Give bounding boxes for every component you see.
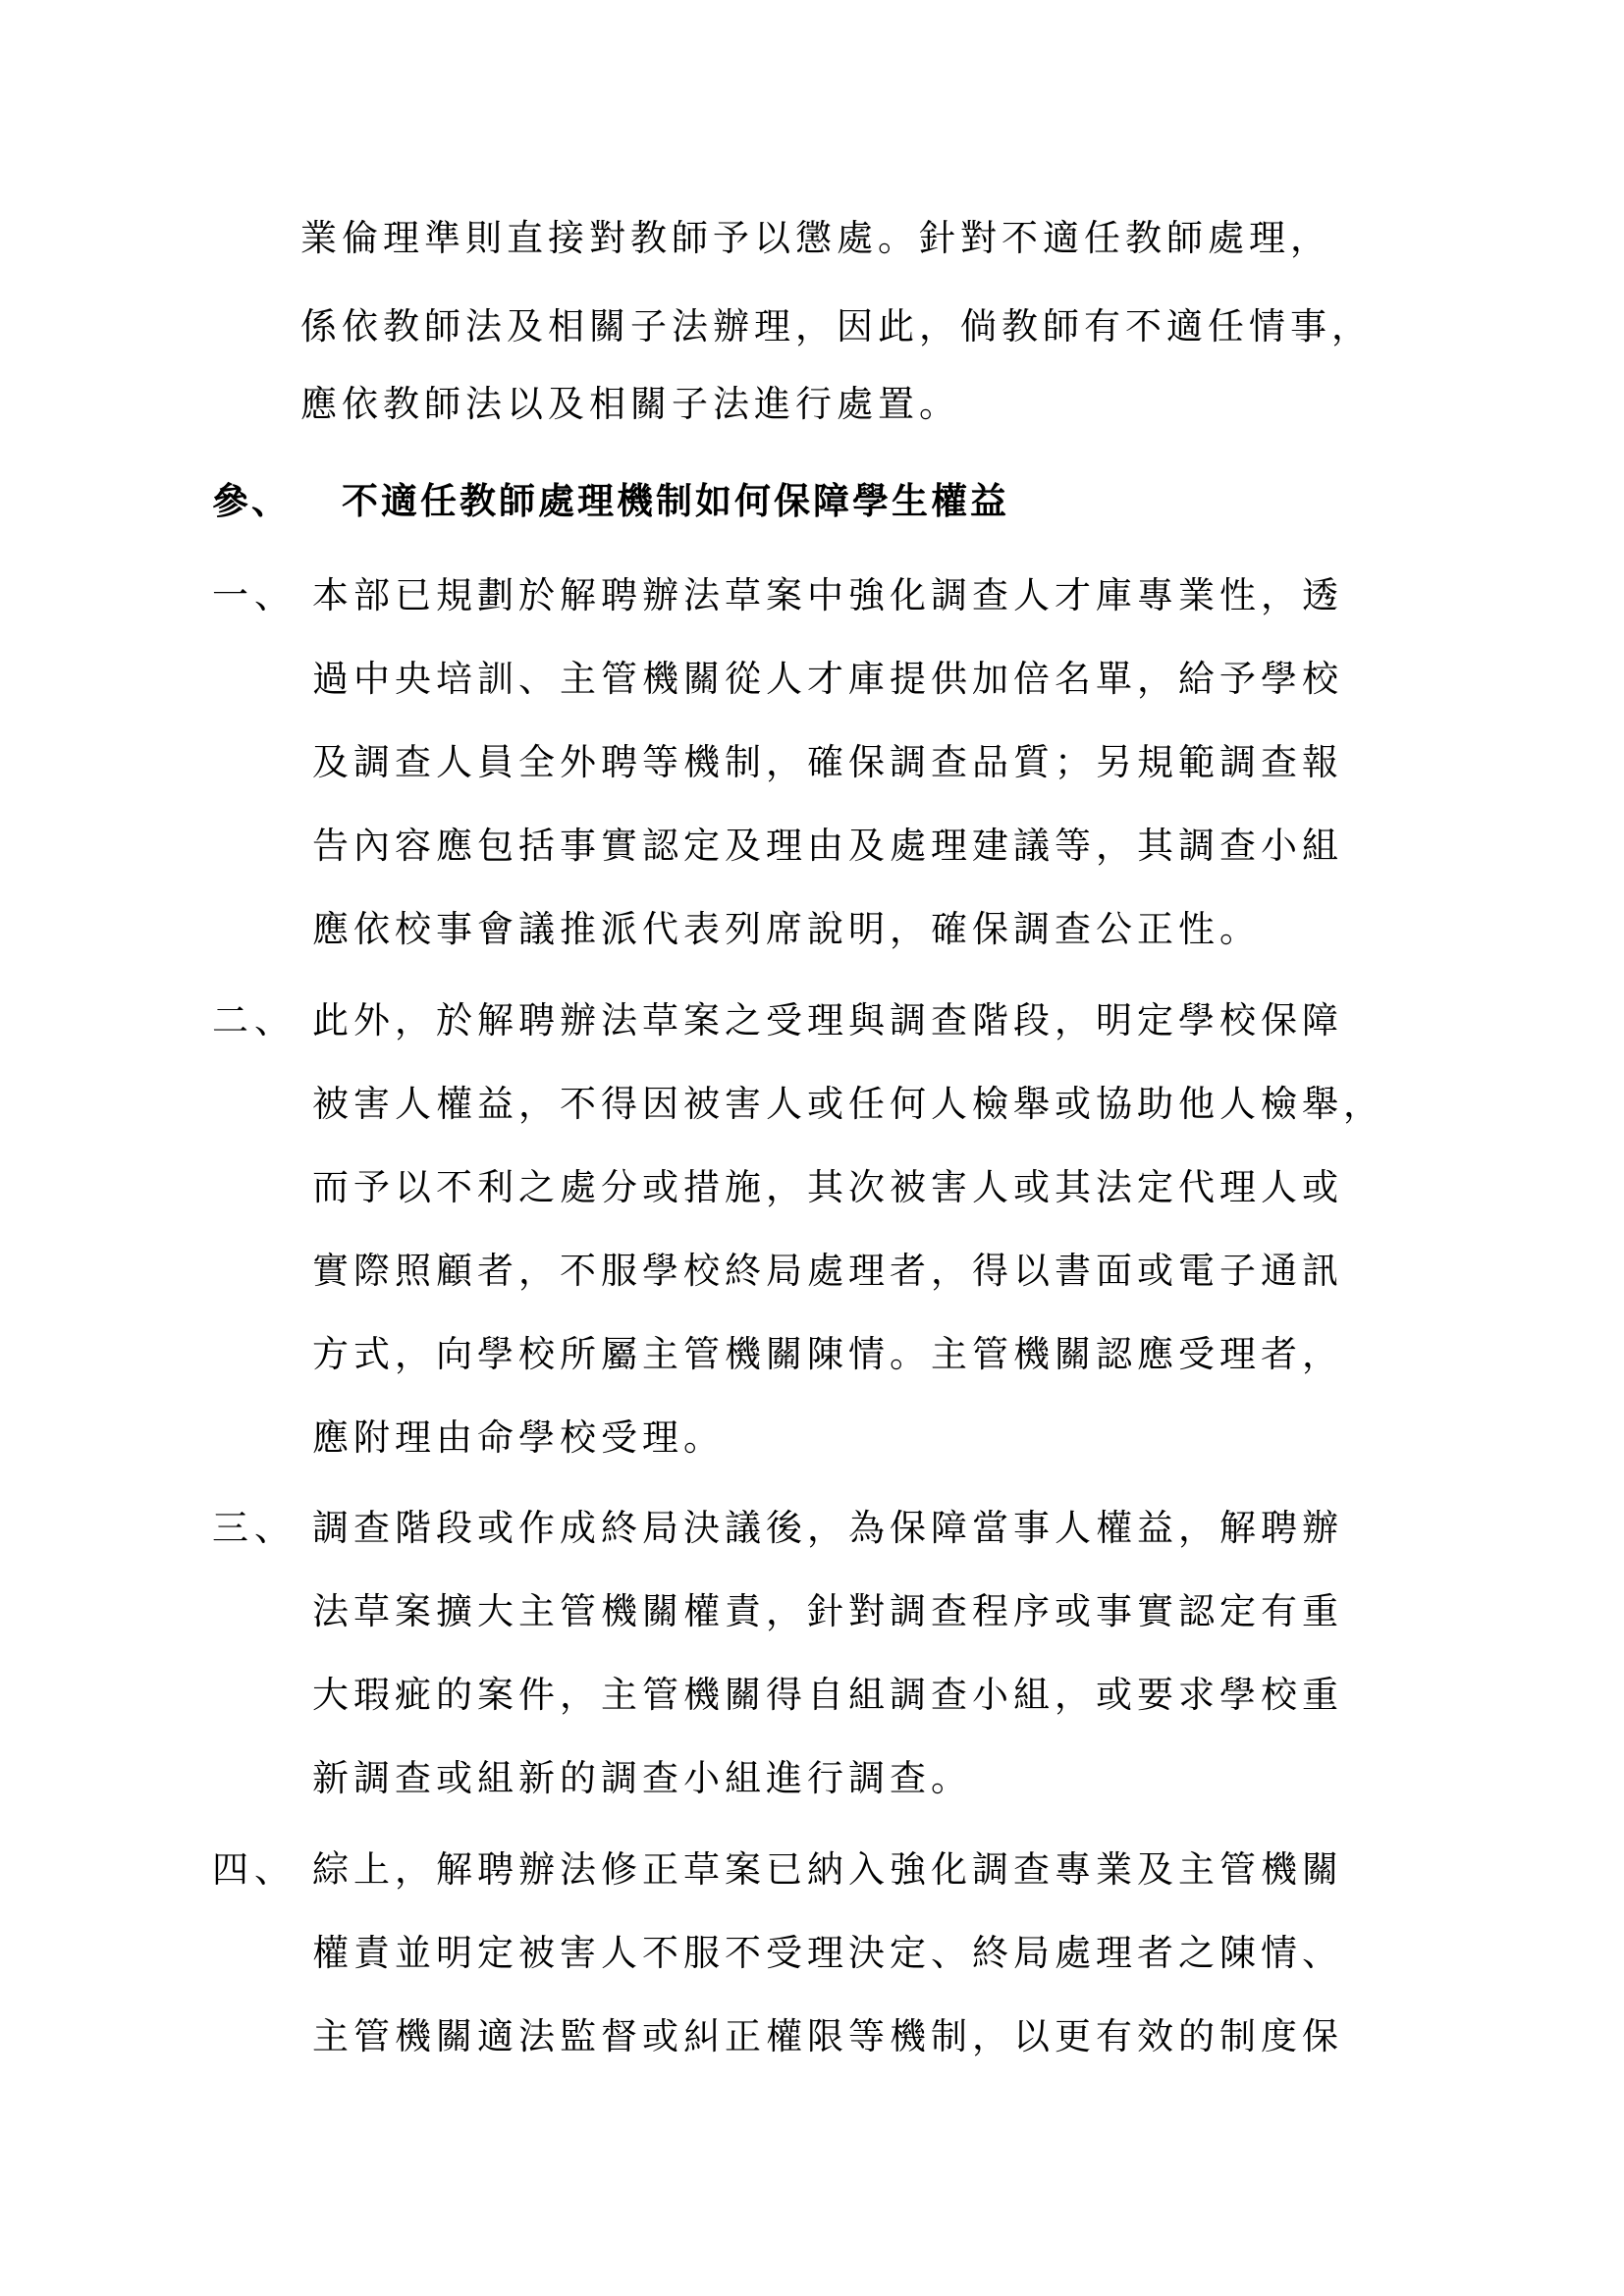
item-line: 而予以不利之處分或措施，其次被害人或其法定代理人或 xyxy=(312,1166,1343,1208)
item-line: 綜上，解聘辦法修正草案已納入強化調查專業及主管機關 xyxy=(312,1848,1343,1891)
item-line: 被害人權益，不得因被害人或任何人檢舉或協助他人檢舉， xyxy=(312,1083,1384,1125)
intro-line-3: 應依教師法以及相關子法進行處置。 xyxy=(300,383,960,425)
intro-line-2: 係依教師法及相關子法辦理，因此，倘教師有不適任情事， xyxy=(300,305,1373,347)
item-line: 主管機關適法監督或糾正權限等機制，以更有效的制度保 xyxy=(312,2015,1343,2057)
section-number: 參、 xyxy=(212,480,291,522)
item-line: 應附理由命學校受理。 xyxy=(312,1416,725,1459)
item-line: 本部已規劃於解聘辦法草案中強化調查人才庫專業性，透 xyxy=(312,574,1343,616)
item-marker: 一、 xyxy=(212,574,297,616)
item-line: 過中央培訓、主管機關從人才庫提供加倍名單，給予學校 xyxy=(312,658,1343,700)
item-line: 及調查人員全外聘等機制，確保調查品質；另規範調查報 xyxy=(312,741,1343,783)
item-line: 大瑕疵的案件，主管機關得自組調查小組，或要求學校重 xyxy=(312,1674,1343,1716)
item-line: 權責並明定被害人不服不受理決定、終局處理者之陳情、 xyxy=(312,1932,1343,1974)
section-title: 不適任教師處理機制如何保障學生權益 xyxy=(342,480,1009,522)
item-line: 告內容應包括事實認定及理由及處理建議等，其調查小組 xyxy=(312,825,1343,867)
item-line: 法草案擴大主管機關權責，針對調查程序或事實認定有重 xyxy=(312,1590,1343,1632)
item-line: 調查階段或作成終局決議後，為保障當事人權益，解聘辦 xyxy=(312,1507,1343,1549)
intro-line-1: 業倫理準則直接對教師予以懲處。針對不適任教師處理， xyxy=(300,217,1331,259)
item-marker: 四、 xyxy=(212,1848,297,1891)
item-line: 新調查或組新的調查小組進行調查。 xyxy=(312,1757,972,1799)
item-marker: 三、 xyxy=(212,1507,297,1549)
item-line: 此外，於解聘辦法草案之受理與調查階段，明定學校保障 xyxy=(312,999,1343,1041)
item-line: 應依校事會議推派代表列席說明，確保調查公正性。 xyxy=(312,908,1261,950)
item-line: 方式，向學校所屬主管機關陳情。主管機關認應受理者， xyxy=(312,1333,1343,1375)
item-marker: 二、 xyxy=(212,999,297,1041)
item-line: 實際照顧者，不服學校終局處理者，得以書面或電子通訊 xyxy=(312,1250,1343,1292)
